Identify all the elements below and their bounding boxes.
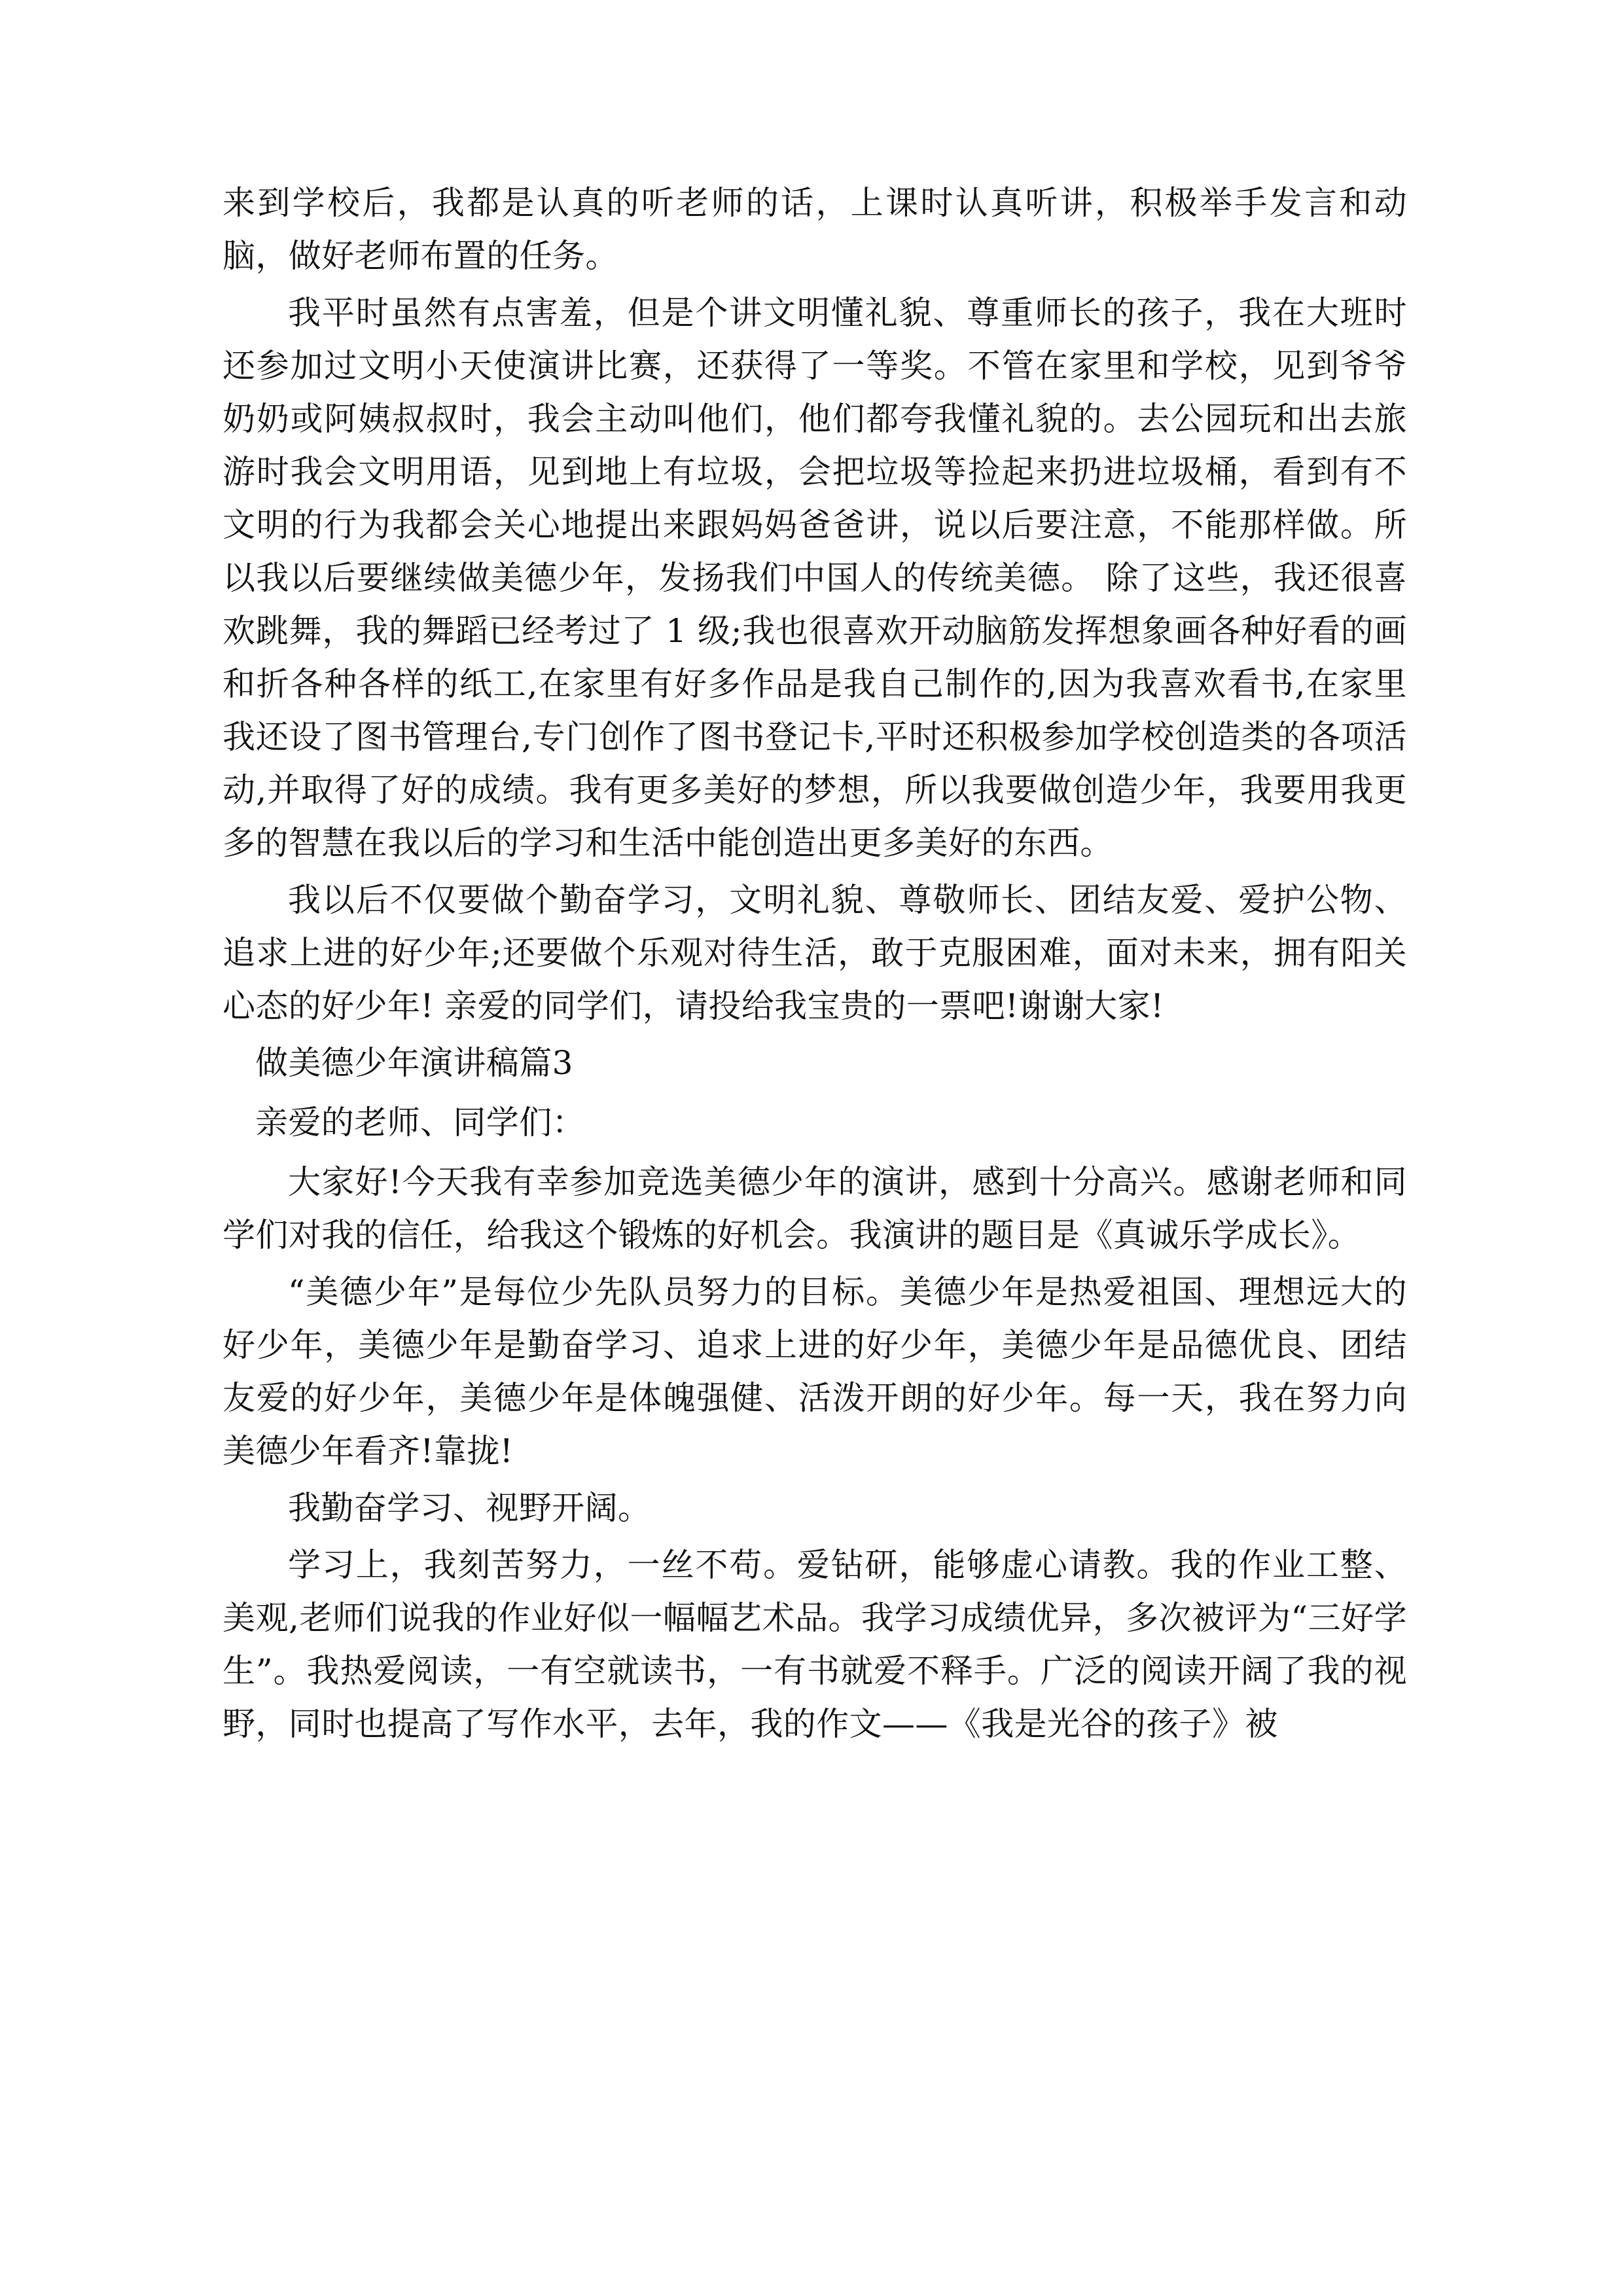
paragraph: 来到学校后，我都是认真的听老师的话，上课时认真听讲，积极举手发言和动脑，做好老师布置的任务。 (223, 184, 1407, 275)
paragraph: 我以后不仅要做个勤奋学习，文明礼貌、尊敬师长、团结友爱、爱护公物、追求上进的好少年;还要做个乐观对待生活，敢于克服困难，面对未来，拥有阳关心态的好少年! 亲爱的同学们，请投给我宝贵的一票吧!谢谢大家! (223, 881, 1407, 1025)
section-heading: 做美德少年演讲稿篇3 (255, 1044, 573, 1082)
paragraph: 学习上，我刻苦努力，一丝不苟。爱钻研，能够虚心请教。我的作业工整、美观,老师们说我的作业好似一幅幅艺术品。我学习成绩优异，多次被评为“三好学生”。我热爱阅读，一有空就读书，一有书就爱不释手。广泛的阅读开阔了我的视野，同时也提高了写作水平，去年，我的作文——《我是光谷的孩子》被 (223, 1546, 1407, 1743)
salutation: 亲爱的老师、同学们： (255, 1103, 585, 1141)
paragraph: 我勤奋学习、视野开阔。 (288, 1489, 651, 1527)
document-body (223, 177, 1407, 1755)
paragraph: 我平时虽然有点害羞，但是个讲文明懂礼貌、尊重师长的孩子，我在大班时还参加过文明小天使演讲比赛，还获得了一等奖。不管在家里和学校，见到爷爷奶奶或阿姨叔叔时，我会主动叫他们，他们都夸我懂礼貌的。去公园玩和出去旅游时我会文明用语，见到地上有垃圾，会把垃圾等捡起来扔进垃圾桶，看到有不文明的行为我都会关心地提出来跟妈妈爸爸讲，说以后要注意，不能那样做。所以我以后要继续做美德少年，发扬我们中国人的传统美德。 除了这些，我还很喜欢跳舞，我的舞蹈已经考过了 1 级;我也很喜欢开动脑筋发挥想象画各种好看的画和折各种各样的纸工,在家里有好多作品是我自己制作的,因为我喜欢看书,在家里我还设了图书管理台,专门创作了图书登记卡,平时还积极参加学校创造类的各项活动,并取得了好的成绩。我有更多美好的梦想，所以我要做创造少年，我要用我更多的智慧在我以后的学习和生活中能创造出更多美好的东西。 (223, 294, 1407, 862)
paragraph: 大家好!今天我有幸参加竞选美德少年的演讲，感到十分高兴。感谢老师和同学们对我的信任，给我这个锻炼的好机会。我演讲的题目是《真诚乐学成长》。 (223, 1163, 1407, 1254)
paragraph: “美德少年”是每位少先队员努力的目标。美德少年是热爱祖国、理想远大的好少年，美德少年是勤奋学习、追求上进的好少年，美德少年是品德优良、团结友爱的好少年，美德少年是体魄强健、活泼开朗的好少年。每一天，我在努力向美德少年看齐!靠拢! (223, 1273, 1407, 1470)
